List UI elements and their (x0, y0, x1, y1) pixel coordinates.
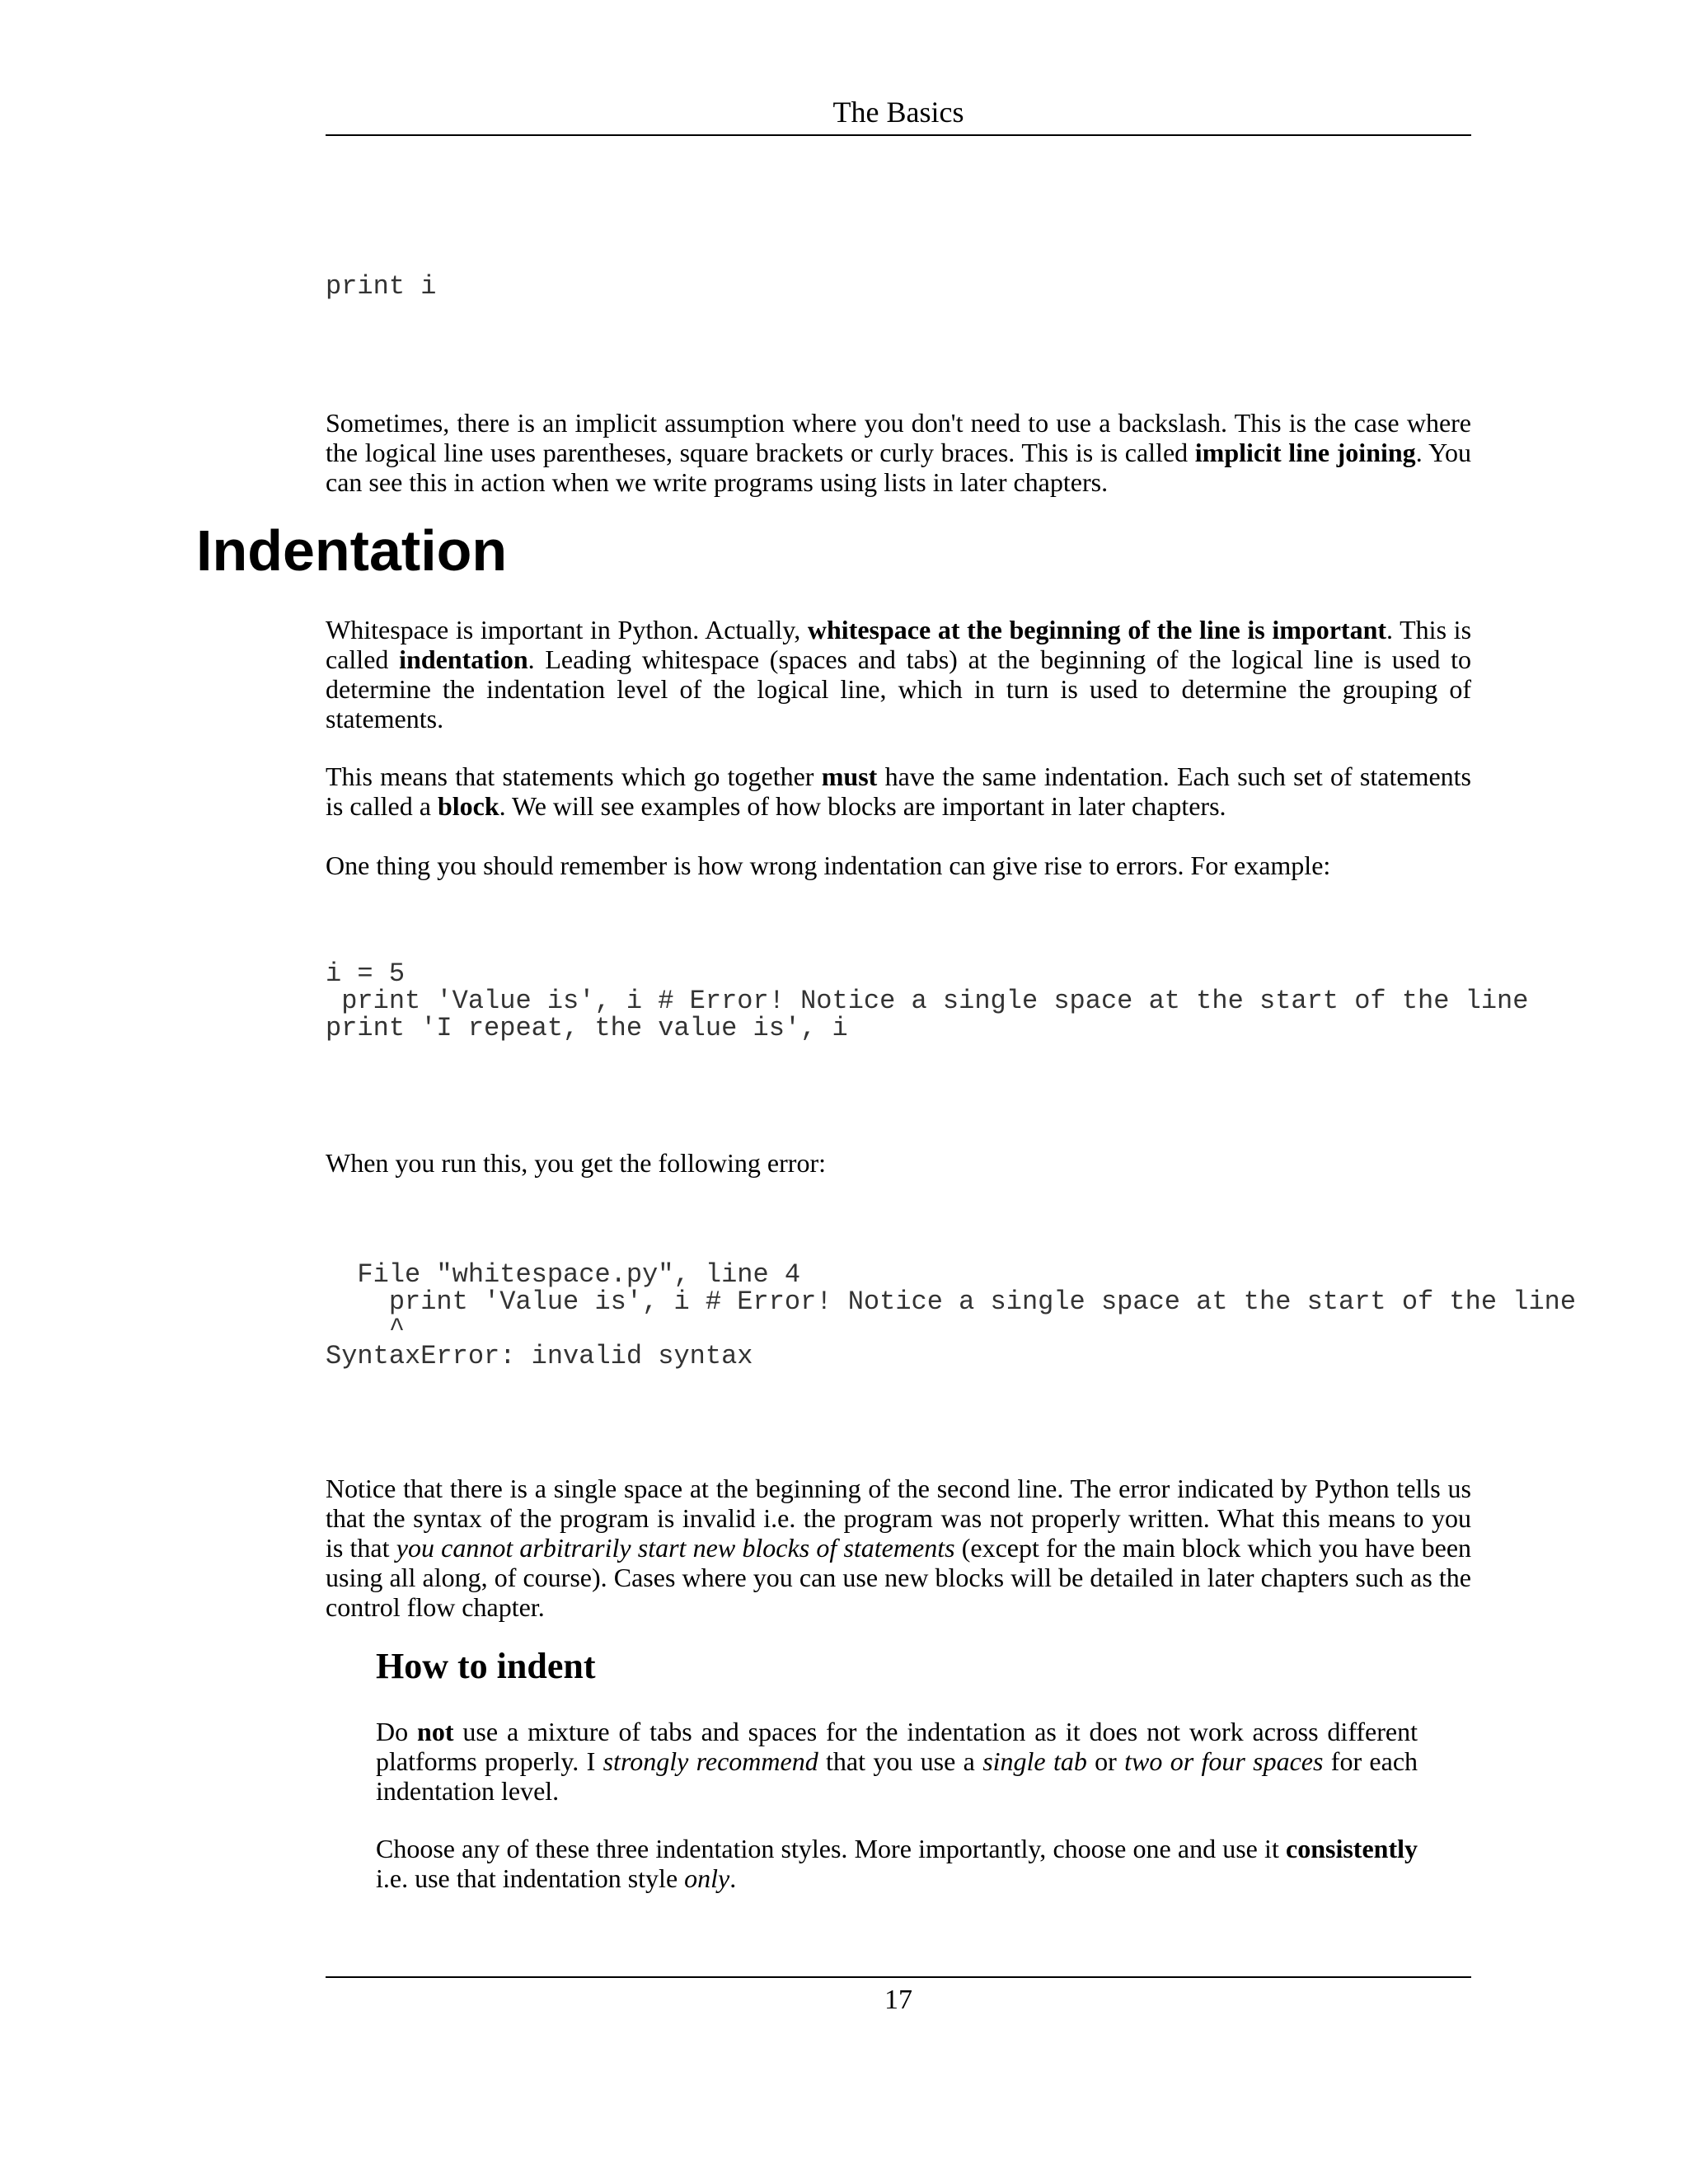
text-run: . (729, 1863, 737, 1893)
paragraph-mixture (376, 1717, 1418, 1806)
italic-phrase: two or four spaces (1124, 1746, 1324, 1776)
text-run: Notice that there is a single space at the beginning of the second line. The error indicated by Python tells us that the syntax of the program is invalid i.e. the program was not properly written. What this means to you is that (326, 1474, 1471, 1563)
bold-term: indentation (399, 644, 528, 674)
code-block-indent-example (326, 960, 1528, 1042)
header-rule (326, 134, 1471, 136)
code-block-error-output (326, 1261, 1576, 1370)
code-line: ^ (326, 1314, 406, 1344)
text-run: or (1086, 1746, 1125, 1776)
text-run: use a mixture of tabs and spaces for the indentation as it does not work across different platforms properly. I (376, 1717, 1418, 1776)
code-line: File "whitespace.py", line 4 (326, 1259, 801, 1290)
running-header: The Basics (832, 96, 964, 129)
text-run: (except for the main block which you have been using all along, of course). Cases where you can use new blocks will be detailed in later chapters such as the control flow chapter. (326, 1533, 1472, 1622)
text-run: for each indentation level. (376, 1746, 1418, 1806)
paragraph-notice (326, 1474, 1471, 1622)
code-block-print-i (326, 273, 436, 300)
text-run: Do (376, 1717, 418, 1746)
bold-term: block (437, 791, 499, 821)
paragraph-block (326, 762, 1471, 821)
subsection-heading: How to indent (376, 1646, 596, 1686)
italic-phrase: strongly recommend (603, 1746, 818, 1776)
bold-term: not (417, 1717, 454, 1746)
code-line: print 'Value is', i # Error! Notice a single space at the start of the line (326, 986, 1529, 1016)
paragraph-remember: One thing you should remember is how wrong indentation can give rise to errors. For example: (326, 851, 1331, 880)
text-run: . You can see this in action when we write programs using lists in later chapters. (326, 438, 1472, 497)
text-run: that you use a (818, 1746, 983, 1776)
bold-term: implicit line joining (1194, 438, 1416, 467)
text-run: . Leading whitespace (spaces and tabs) at the beginning of the logical line is used to determine the indentation level of the logical line, which in turn is used to determine the grouping of statements. (326, 644, 1472, 733)
text-run: . We will see examples of how blocks are important in later chapters. (499, 791, 1226, 821)
italic-phrase: single tab (982, 1746, 1087, 1776)
paragraph-whitespace (326, 615, 1471, 733)
footer-rule (326, 1976, 1471, 1978)
text-run: Sometimes, there is an implicit assumption where you don't need to use a backslash. This is the case where the logical line uses parentheses, square brackets or curly braces. This is is called (326, 408, 1471, 467)
text-run: . This is called (326, 615, 1472, 674)
section-heading: Indentation (196, 518, 508, 583)
text-run: i.e. use that indentation style (376, 1863, 685, 1893)
code-line: i = 5 (326, 958, 406, 989)
paragraph-run-this: When you run this, you get the following error: (326, 1148, 826, 1178)
code-line: print 'I repeat, the value is', i (326, 1013, 848, 1043)
code-line: print i (326, 271, 437, 302)
text-run: Choose any of these three indentation styles. More importantly, choose one and use it (376, 1834, 1286, 1863)
italic-phrase: you cannot arbitrarily start new blocks of statements (396, 1533, 955, 1563)
italic-phrase: only (684, 1863, 730, 1893)
paragraph-choose (376, 1834, 1418, 1893)
code-line: SyntaxError: invalid syntax (326, 1341, 753, 1371)
text-run: This means that statements which go together (326, 762, 822, 791)
paragraph-implicit-joining (326, 408, 1471, 497)
bold-term: whitespace at the beginning of the line is important (807, 615, 1387, 644)
text-run: have the same indentation. Each such set of statements is called a (326, 762, 1472, 821)
page-number: 17 (884, 1985, 912, 2015)
text-run: Whitespace is important in Python. Actually, (326, 615, 808, 644)
code-line: print 'Value is', i # Error! Notice a single space at the start of the line (326, 1286, 1577, 1317)
bold-term: consistently (1286, 1834, 1418, 1863)
bold-term: must (821, 762, 878, 791)
